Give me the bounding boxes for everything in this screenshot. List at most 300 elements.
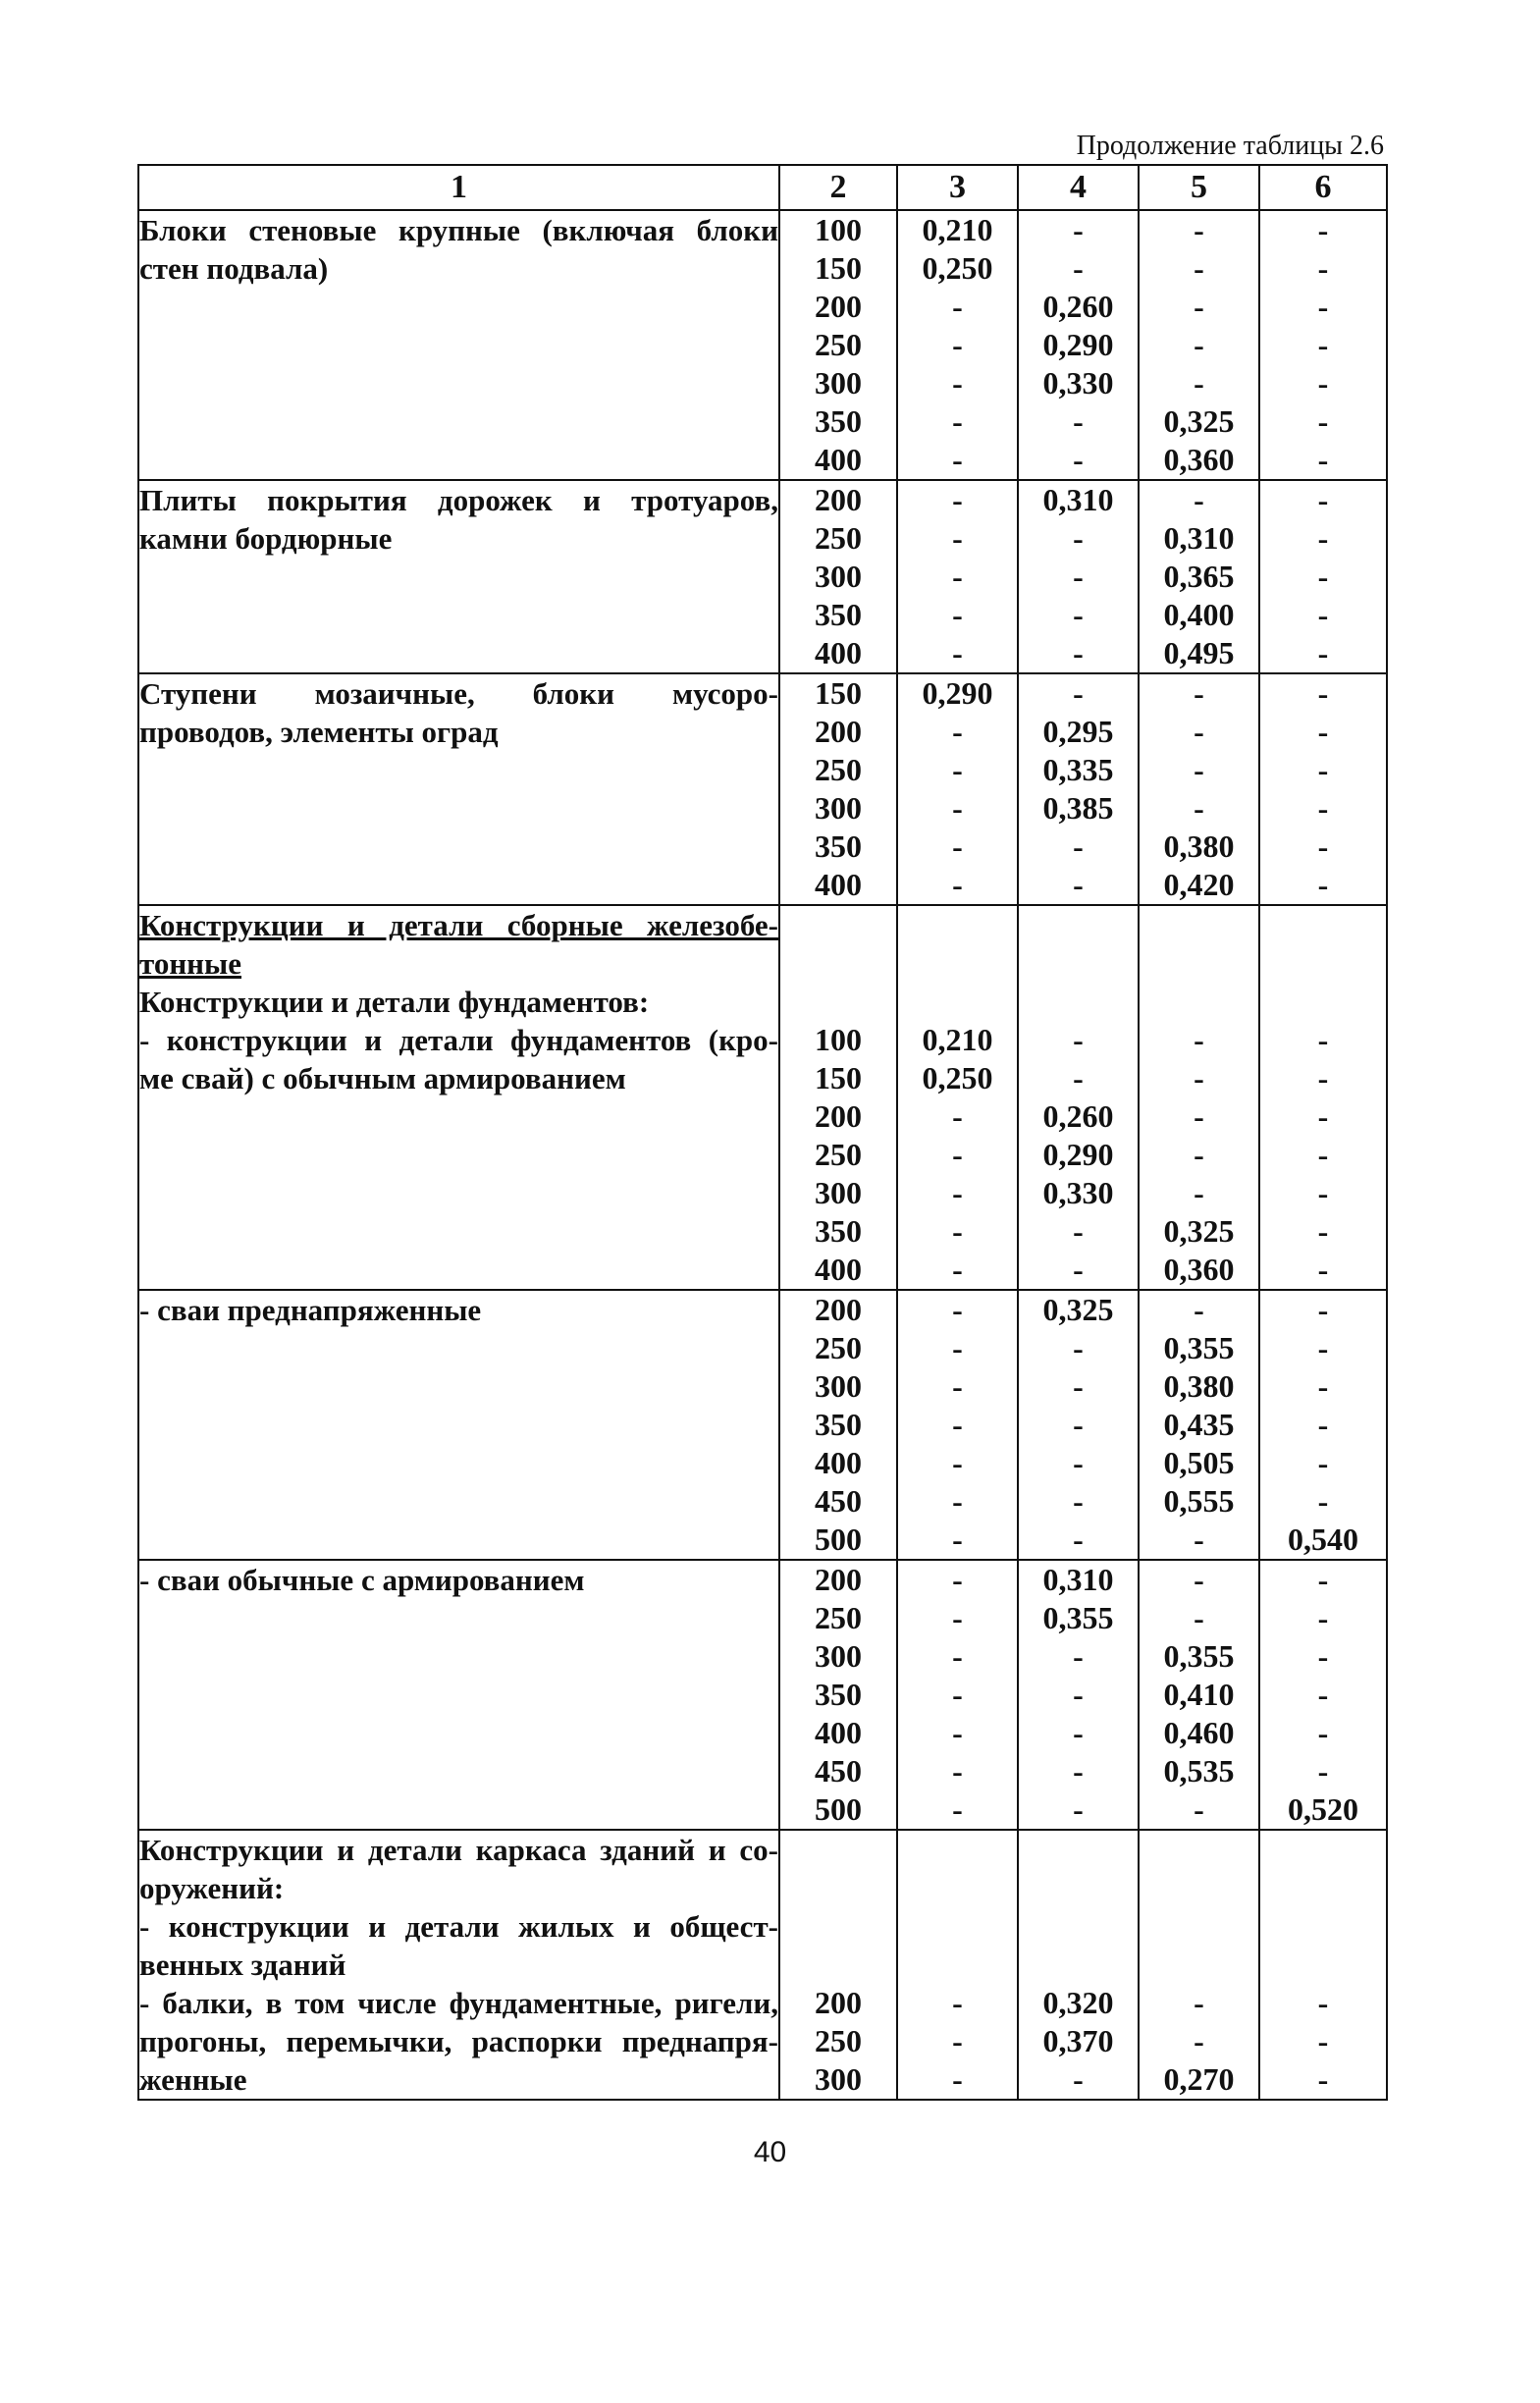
description-line: Конструкции и детали каркаса зданий и со- — [139, 1833, 778, 1867]
value-cell: - — [1317, 1137, 1329, 1172]
value-column-6 — [1259, 1560, 1387, 1830]
value-cell: - — [1194, 790, 1204, 826]
value-cell: - — [1073, 1445, 1084, 1480]
value-cell: - — [1073, 635, 1084, 670]
value-cell: 0,400 — [1163, 597, 1235, 632]
value-cell: 0,380 — [1163, 1368, 1235, 1404]
value-cell: 0,420 — [1163, 867, 1235, 902]
blank-cell — [1260, 1946, 1386, 1984]
value-column-5 — [1139, 1830, 1259, 2100]
value-cell: - — [1073, 828, 1084, 864]
value-cell: - — [1317, 1562, 1329, 1597]
value-cell: - — [952, 1213, 963, 1249]
value-cell: - — [1194, 1175, 1204, 1210]
value-cell: - — [1317, 635, 1329, 670]
blank-cell — [898, 1831, 1017, 1869]
table-row — [138, 210, 1387, 480]
blank-cell — [1019, 1907, 1138, 1946]
value-cell: 450 — [815, 1753, 862, 1789]
value-cell: 0,540 — [1288, 1522, 1358, 1557]
value-cell: 0,270 — [1163, 2061, 1235, 2097]
value-cell: - — [1317, 442, 1329, 477]
value-cell: 200 — [815, 289, 862, 324]
value-cell: - — [952, 1522, 963, 1557]
value-cell: 250 — [815, 752, 862, 787]
value-cell: 0,435 — [1163, 1407, 1235, 1442]
value-cell: 0,310 — [1042, 1562, 1114, 1597]
value-cell: - — [952, 828, 963, 864]
description-line: Конструкции и детали фундаментов: — [139, 985, 650, 1019]
value-cell: - — [1073, 403, 1084, 439]
value-cell: - — [1317, 1638, 1329, 1674]
value-cell: 0,360 — [1163, 442, 1235, 477]
value-cell: - — [952, 1330, 963, 1365]
value-cell: 300 — [815, 2061, 862, 2097]
value-cell: - — [952, 1715, 963, 1750]
value-cell: 250 — [815, 1600, 862, 1635]
value-cell: - — [1073, 442, 1084, 477]
value-cell: 100 — [815, 1022, 862, 1057]
value-cell: - — [1073, 212, 1084, 247]
value-cell: - — [1317, 1600, 1329, 1635]
value-cell: - — [1194, 1522, 1204, 1557]
table-row — [138, 1560, 1387, 1830]
col-header-6: 6 — [1259, 165, 1387, 210]
value-cell: 0,310 — [1163, 520, 1235, 556]
value-cell: - — [1073, 1791, 1084, 1827]
value-column-6 — [1259, 673, 1387, 905]
blank-cell — [1019, 983, 1138, 1021]
value-cell: 0,555 — [1163, 1483, 1235, 1519]
value-cell: 200 — [815, 482, 862, 517]
value-cell: 300 — [815, 559, 862, 594]
value-cell: 0,325 — [1042, 1292, 1114, 1327]
description-line: венных зданий — [139, 1948, 346, 1982]
value-cell: - — [952, 1791, 963, 1827]
value-cell: 350 — [815, 1677, 862, 1712]
value-column-5 — [1139, 905, 1259, 1290]
value-cell: - — [952, 714, 963, 749]
value-cell: 250 — [815, 520, 862, 556]
value-cell: - — [1317, 1407, 1329, 1442]
value-cell: - — [952, 327, 963, 362]
value-cell: - — [1073, 1522, 1084, 1557]
value-cell: 300 — [815, 1638, 862, 1674]
value-cell: 0,460 — [1163, 1715, 1235, 1750]
value-cell: - — [1073, 2061, 1084, 2097]
value-cell: - — [1073, 520, 1084, 556]
table-body — [138, 210, 1387, 2100]
value-cell: 450 — [815, 1483, 862, 1519]
value-cell: 0,290 — [1042, 327, 1114, 362]
value-cell: 0,505 — [1163, 1445, 1235, 1480]
row-description — [138, 673, 779, 905]
blank-cell — [898, 1869, 1017, 1907]
value-cell: - — [1317, 1060, 1329, 1095]
description-line: женные — [139, 2062, 247, 2097]
value-cell: - — [1194, 365, 1204, 400]
data-table — [137, 164, 1388, 2101]
value-cell: - — [952, 1368, 963, 1404]
value-column-4 — [1018, 1830, 1139, 2100]
value-cell: - — [1317, 250, 1329, 286]
blank-cell — [1260, 944, 1386, 983]
value-cell: 150 — [815, 1060, 862, 1095]
value-column-2 — [779, 673, 897, 905]
blank-cell — [1019, 944, 1138, 983]
value-cell: - — [1194, 212, 1204, 247]
value-cell: - — [1317, 1483, 1329, 1519]
value-column-3 — [897, 1560, 1018, 1830]
description-line: оружений: — [139, 1871, 285, 1905]
blank-cell — [780, 1831, 896, 1869]
row-description — [138, 905, 779, 1290]
value-cell: 400 — [815, 635, 862, 670]
value-cell: - — [1073, 250, 1084, 286]
value-cell: 250 — [815, 327, 862, 362]
page-number: 40 — [753, 2136, 787, 2168]
value-column-3 — [897, 210, 1018, 480]
value-cell: - — [952, 403, 963, 439]
value-cell: - — [1194, 1985, 1204, 2020]
value-cell: 0,410 — [1163, 1677, 1235, 1712]
value-cell: - — [1194, 1791, 1204, 1827]
row-description — [138, 1830, 779, 2100]
blank-cell — [1019, 1831, 1138, 1869]
value-cell: 350 — [815, 828, 862, 864]
value-cell: 0,330 — [1042, 365, 1114, 400]
description-line: Ступени мозаичные, блоки мусоро- — [139, 676, 778, 711]
blank-cell — [1140, 944, 1258, 983]
blank-cell — [780, 1869, 896, 1907]
value-cell: - — [1194, 482, 1204, 517]
value-cell: 200 — [815, 1292, 862, 1327]
value-column-3 — [897, 1290, 1018, 1560]
value-cell: - — [1317, 2023, 1329, 2058]
value-cell: - — [1317, 867, 1329, 902]
value-cell: 0,260 — [1042, 1098, 1114, 1134]
value-column-6 — [1259, 905, 1387, 1290]
blank-cell — [898, 1946, 1017, 1984]
value-column-4 — [1018, 673, 1139, 905]
value-cell: 0,520 — [1288, 1791, 1358, 1827]
value-cell: - — [952, 790, 963, 826]
value-cell: 250 — [815, 1330, 862, 1365]
value-cell: - — [1073, 1022, 1084, 1057]
value-cell: - — [1317, 1715, 1329, 1750]
value-cell: 350 — [815, 403, 862, 439]
value-cell: 0,260 — [1042, 289, 1114, 324]
value-cell: - — [1194, 752, 1204, 787]
value-cell: 0,325 — [1163, 1213, 1235, 1249]
value-cell: 0,355 — [1163, 1330, 1235, 1365]
value-cell: - — [1073, 1368, 1084, 1404]
value-column-3 — [897, 1830, 1018, 2100]
value-cell: - — [1317, 1022, 1329, 1057]
value-cell: - — [1073, 1677, 1084, 1712]
value-cell: - — [952, 1483, 963, 1519]
blank-cell — [1140, 983, 1258, 1021]
value-cell: 400 — [815, 1715, 862, 1750]
value-cell: - — [1073, 1638, 1084, 1674]
blank-cell — [1140, 906, 1258, 944]
value-cell: - — [1194, 1060, 1204, 1095]
value-cell: - — [1317, 2061, 1329, 2097]
value-cell: - — [1073, 1252, 1084, 1287]
col-header-1: 1 — [138, 165, 779, 210]
value-cell: - — [1194, 675, 1204, 711]
value-cell: 350 — [815, 1213, 862, 1249]
value-cell: - — [1317, 212, 1329, 247]
value-column-5 — [1139, 1290, 1259, 1560]
value-cell: 150 — [815, 675, 862, 711]
row-description — [138, 210, 779, 480]
value-column-4 — [1018, 210, 1139, 480]
table-row — [138, 1830, 1387, 2100]
description-line: Блоки стеновые крупные (включая блоки — [139, 213, 778, 247]
value-cell: - — [1317, 828, 1329, 864]
value-cell: - — [1194, 327, 1204, 362]
blank-cell — [780, 906, 896, 944]
value-cell: - — [1317, 1292, 1329, 1327]
description-line: - конструкции и детали фундаментов (кро- — [139, 1023, 778, 1057]
value-cell: - — [1194, 289, 1204, 324]
value-cell: 0,310 — [1042, 482, 1114, 517]
value-cell: 400 — [815, 1252, 862, 1287]
value-cell: 400 — [815, 442, 862, 477]
value-cell: - — [952, 365, 963, 400]
description-line: проводов, элементы оград — [139, 715, 499, 749]
value-cell: - — [1317, 1330, 1329, 1365]
value-cell: - — [1317, 1985, 1329, 2020]
value-column-5 — [1139, 1560, 1259, 1830]
value-cell: - — [952, 1600, 963, 1635]
value-cell: 300 — [815, 1368, 862, 1404]
blank-cell — [898, 983, 1017, 1021]
value-cell: 350 — [815, 1407, 862, 1442]
blank-cell — [898, 1907, 1017, 1946]
col-header-2: 2 — [779, 165, 897, 210]
value-cell: - — [1073, 1407, 1084, 1442]
value-cell: 0,250 — [922, 250, 993, 286]
value-cell: 0,335 — [1042, 752, 1114, 787]
value-cell: - — [1194, 2023, 1204, 2058]
value-cell: - — [952, 597, 963, 632]
value-cell: 400 — [815, 867, 862, 902]
col-header-3: 3 — [897, 165, 1018, 210]
value-column-4 — [1018, 1290, 1139, 1560]
value-cell: - — [1317, 714, 1329, 749]
value-column-5 — [1139, 210, 1259, 480]
value-cell: - — [952, 1252, 963, 1287]
table-caption: Продолжение таблицы 2.6 — [1076, 131, 1384, 161]
value-cell: 300 — [815, 790, 862, 826]
value-column-3 — [897, 905, 1018, 1290]
value-cell: 0,355 — [1163, 1638, 1235, 1674]
value-cell: - — [952, 559, 963, 594]
value-column-2 — [779, 1830, 897, 2100]
value-cell: - — [952, 1562, 963, 1597]
value-cell: 350 — [815, 597, 862, 632]
table-row — [138, 1290, 1387, 1560]
value-cell: - — [952, 1137, 963, 1172]
value-cell: 300 — [815, 365, 862, 400]
value-cell: - — [952, 1638, 963, 1674]
value-cell: - — [952, 1292, 963, 1327]
value-cell: - — [1073, 867, 1084, 902]
value-cell: - — [1073, 1213, 1084, 1249]
value-cell: - — [1073, 597, 1084, 632]
value-cell: 300 — [815, 1175, 862, 1210]
value-cell: - — [1317, 482, 1329, 517]
value-column-4 — [1018, 480, 1139, 673]
value-cell: - — [1194, 1022, 1204, 1057]
value-cell: - — [1317, 752, 1329, 787]
value-cell: 200 — [815, 1098, 862, 1134]
value-cell: - — [1073, 1483, 1084, 1519]
value-cell: 0,355 — [1042, 1600, 1114, 1635]
value-column-3 — [897, 480, 1018, 673]
value-column-6 — [1259, 1830, 1387, 2100]
row-description — [138, 1290, 779, 1560]
col-header-4: 4 — [1018, 165, 1139, 210]
value-cell: 0,385 — [1042, 790, 1114, 826]
value-cell: 0,360 — [1163, 1252, 1235, 1287]
value-cell: 0,290 — [1042, 1137, 1114, 1172]
value-cell: 0,370 — [1042, 2023, 1114, 2058]
blank-cell — [1140, 1831, 1258, 1869]
value-column-2 — [779, 1560, 897, 1830]
value-cell: - — [1317, 403, 1329, 439]
blank-cell — [1260, 1831, 1386, 1869]
value-cell: - — [952, 1445, 963, 1480]
value-cell: 0,295 — [1042, 714, 1114, 749]
value-cell: 0,495 — [1163, 635, 1235, 670]
value-cell: - — [952, 752, 963, 787]
description-line: прогоны, перемычки, распорки преднапря- — [139, 2024, 778, 2058]
description-line: - сваи обычные с армированием — [139, 1563, 585, 1597]
value-cell: - — [1317, 1175, 1329, 1210]
blank-cell — [1140, 1946, 1258, 1984]
value-column-5 — [1139, 673, 1259, 905]
blank-cell — [1260, 1907, 1386, 1946]
value-cell: - — [1317, 1368, 1329, 1404]
col-header-5: 5 — [1139, 165, 1259, 210]
description-line: стен подвала) — [139, 251, 329, 286]
value-cell: 0,535 — [1163, 1753, 1235, 1789]
value-cell: 0,210 — [922, 212, 993, 247]
value-cell: 500 — [815, 1522, 862, 1557]
value-cell: - — [1317, 289, 1329, 324]
value-cell: - — [952, 482, 963, 517]
value-column-4 — [1018, 905, 1139, 1290]
value-column-2 — [779, 480, 897, 673]
value-cell: 250 — [815, 2023, 862, 2058]
value-cell: 200 — [815, 714, 862, 749]
value-cell: - — [1317, 1677, 1329, 1712]
blank-cell — [1019, 906, 1138, 944]
value-column-6 — [1259, 480, 1387, 673]
value-cell: - — [1194, 1292, 1204, 1327]
value-column-6 — [1259, 210, 1387, 480]
table-row — [138, 673, 1387, 905]
value-cell: - — [1317, 597, 1329, 632]
blank-cell — [780, 983, 896, 1021]
blank-cell — [780, 1907, 896, 1946]
blank-cell — [1140, 1869, 1258, 1907]
value-cell: - — [952, 1175, 963, 1210]
blank-cell — [1019, 1946, 1138, 1984]
value-cell: - — [952, 1985, 963, 2020]
description-line: - сваи преднапряженные — [139, 1293, 482, 1327]
value-cell: - — [1073, 559, 1084, 594]
value-cell: 500 — [815, 1791, 862, 1827]
description-line: камни бордюрные — [139, 521, 393, 556]
value-cell: - — [1073, 1330, 1084, 1365]
value-cell: - — [1194, 714, 1204, 749]
value-cell: 400 — [815, 1445, 862, 1480]
row-description — [138, 480, 779, 673]
value-cell: 0,320 — [1042, 1985, 1114, 2020]
value-cell: 0,250 — [922, 1060, 993, 1095]
row-description — [138, 1560, 779, 1830]
value-cell: 0,210 — [922, 1022, 993, 1057]
value-cell: 0,325 — [1163, 403, 1235, 439]
blank-cell — [1140, 1907, 1258, 1946]
value-column-3 — [897, 673, 1018, 905]
value-cell: 0,330 — [1042, 1175, 1114, 1210]
value-cell: - — [1317, 520, 1329, 556]
value-cell: - — [952, 1753, 963, 1789]
description-line: Конструкции и детали сборные железобе- — [139, 908, 778, 942]
value-cell: 150 — [815, 250, 862, 286]
value-cell: - — [1317, 559, 1329, 594]
value-cell: 100 — [815, 212, 862, 247]
value-cell: - — [952, 2061, 963, 2097]
value-cell: - — [952, 635, 963, 670]
value-cell: 200 — [815, 1985, 862, 2020]
value-cell: - — [1317, 1213, 1329, 1249]
value-cell: 0,380 — [1163, 828, 1235, 864]
value-cell: - — [952, 1677, 963, 1712]
value-cell: - — [1194, 1098, 1204, 1134]
value-cell: 200 — [815, 1562, 862, 1597]
value-column-2 — [779, 905, 897, 1290]
description-line: Плиты покрытия дорожек и тротуаров, — [139, 483, 778, 517]
value-column-6 — [1259, 1290, 1387, 1560]
value-cell: 0,365 — [1163, 559, 1235, 594]
description-line: ме свай) с обычным армированием — [139, 1061, 626, 1095]
table-row — [138, 480, 1387, 673]
value-cell: - — [1317, 1445, 1329, 1480]
blank-cell — [780, 944, 896, 983]
value-column-4 — [1018, 1560, 1139, 1830]
value-cell: - — [1073, 1060, 1084, 1095]
blank-cell — [1260, 1869, 1386, 1907]
value-cell: - — [1194, 1600, 1204, 1635]
blank-cell — [1260, 906, 1386, 944]
value-cell: - — [1317, 1252, 1329, 1287]
value-cell: 250 — [815, 1137, 862, 1172]
value-column-5 — [1139, 480, 1259, 673]
value-cell: - — [1317, 1098, 1329, 1134]
description-line: тонные — [139, 946, 242, 981]
value-cell: - — [1317, 365, 1329, 400]
value-column-2 — [779, 1290, 897, 1560]
description-line: - балки, в том числе фундаментные, ригели, — [139, 1986, 778, 2020]
value-cell: 0,290 — [922, 675, 993, 711]
blank-cell — [1260, 983, 1386, 1021]
